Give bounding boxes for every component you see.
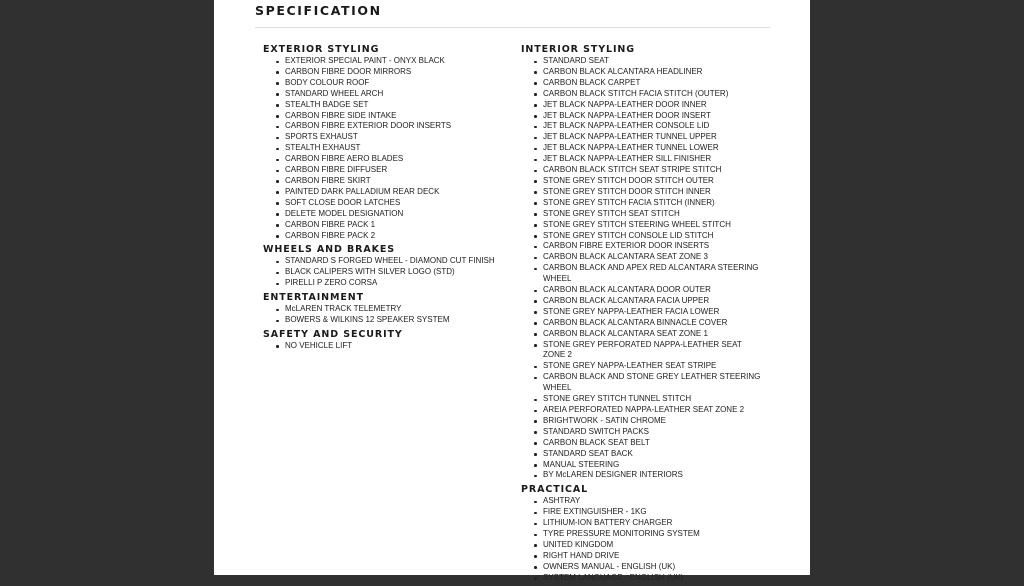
section-list-exterior-styling <box>263 56 513 241</box>
section-heading-wheels-and-brakes: WHEELS AND BRAKES <box>263 244 396 256</box>
spec-item: STANDARD SEAT BACK <box>521 449 761 460</box>
spec-item: CARBON BLACK ALCANTARA BINNACLE COVER <box>521 318 761 329</box>
spec-item: BY McLAREN DESIGNER INTERIORS <box>521 470 761 481</box>
spec-item: ASHTRAY <box>521 496 761 507</box>
page-title: SPECIFICATION <box>255 3 382 18</box>
spec-item: CARBON FIBRE AERO BLADES <box>263 154 513 165</box>
spec-item: DELETE MODEL DESIGNATION <box>263 209 513 220</box>
spec-item: UNITED KINGDOM <box>521 540 761 551</box>
spec-item: STONE GREY STITCH STEERING WHEEL STITCH <box>521 220 761 231</box>
spec-item: CARBON FIBRE SKIRT <box>263 176 513 187</box>
spec-item: STEALTH EXHAUST <box>263 143 513 154</box>
section-heading-exterior-styling: EXTERIOR STYLING <box>263 44 380 55</box>
spec-item: STANDARD S FORGED WHEEL - DIAMOND CUT FINISH <box>263 256 513 267</box>
spec-item: CARBON BLACK STITCH SEAT STRIPE STITCH <box>521 165 761 176</box>
spec-item: NO VEHICLE LIFT <box>263 341 513 352</box>
spec-item: STONE GREY STITCH SEAT STITCH <box>521 209 761 220</box>
spec-item: STONE GREY NAPPA-LEATHER SEAT STRIPE <box>521 361 761 372</box>
spec-item: CARBON BLACK CARPET <box>521 78 761 89</box>
spec-item: CARBON FIBRE EXTERIOR DOOR INSERTS <box>263 121 513 132</box>
spec-item: STANDARD SEAT <box>521 56 761 67</box>
spec-item: BOWERS & WILKINS 12 SPEAKER SYSTEM <box>263 315 513 326</box>
spec-item: SPORTS EXHAUST <box>263 132 513 143</box>
spec-item: LITHIUM-ION BATTERY CHARGER <box>521 518 761 529</box>
spec-item: RIGHT HAND DRIVE <box>521 551 761 562</box>
spec-item: JET BLACK NAPPA-LEATHER TUNNEL LOWER <box>521 143 761 154</box>
section-list-wheels-and-brakes <box>263 256 513 289</box>
spec-item: CARBON BLACK SEAT BELT <box>521 438 761 449</box>
spec-item: CARBON FIBRE PACK 1 <box>263 220 513 231</box>
spec-item: CARBON FIBRE SIDE INTAKE <box>263 111 513 122</box>
spec-item: McLAREN TRACK TELEMETRY <box>263 304 513 315</box>
spec-item: CARBON FIBRE DOOR MIRRORS <box>263 67 513 78</box>
spec-item: PAINTED DARK PALLADIUM REAR DECK <box>263 187 513 198</box>
spec-item: JET BLACK NAPPA-LEATHER CONSOLE LID <box>521 121 761 132</box>
spec-item: PIRELLI P ZERO CORSA <box>263 278 513 289</box>
spec-item: CARBON FIBRE EXTERIOR DOOR INSERTS <box>521 241 761 252</box>
section-heading-safety-and-security: SAFETY AND SECURITY <box>263 328 403 340</box>
spec-item: CARBON BLACK ALCANTARA HEADLINER <box>521 67 761 78</box>
spec-item: STONE GREY STITCH FACIA STITCH (INNER) <box>521 198 761 209</box>
spec-item: OWNERS MANUAL - ENGLISH (UK) <box>521 562 761 573</box>
spec-item: CARBON BLACK ALCANTARA DOOR OUTER <box>521 285 761 296</box>
section-heading-entertainment: ENTERTAINMENT <box>263 292 364 304</box>
spec-item: CARBON BLACK ALCANTARA FACIA UPPER <box>521 296 761 307</box>
spec-item: EXTERIOR SPECIAL PAINT - ONYX BLACK <box>263 56 513 67</box>
spec-item: CARBON BLACK AND STONE GREY LEATHER STEERING WHEEL <box>521 372 761 394</box>
spec-item: STONE GREY STITCH DOOR STITCH OUTER <box>521 176 761 187</box>
title-divider <box>255 27 770 28</box>
spec-item: STONE GREY STITCH TUNNEL STITCH <box>521 394 761 405</box>
section-list-entertainment <box>263 304 513 326</box>
spec-item: STANDARD WHEEL ARCH <box>263 89 513 100</box>
spec-item: BODY COLOUR ROOF <box>263 78 513 89</box>
spec-item: JET BLACK NAPPA-LEATHER SILL FINISHER <box>521 154 761 165</box>
spec-item: CARBON BLACK ALCANTARA SEAT ZONE 3 <box>521 252 761 263</box>
spec-item: STONE GREY STITCH CONSOLE LID STITCH <box>521 231 761 242</box>
left-column <box>263 43 513 354</box>
section-list-safety-and-security <box>263 341 513 352</box>
section-list-practical <box>521 496 761 583</box>
spec-item: JET BLACK NAPPA-LEATHER DOOR INNER <box>521 100 761 111</box>
spec-page <box>214 0 810 582</box>
section-list-interior-styling <box>521 56 761 481</box>
spec-item: SYSTEM LANGUAGE - ENGLISH (UK) <box>521 573 761 584</box>
spec-item: STANDARD SWITCH PACKS <box>521 427 761 438</box>
section-heading-interior-styling: INTERIOR STYLING <box>521 44 635 55</box>
spec-item: STONE GREY PERFORATED NAPPA-LEATHER SEAT ZONE 2 <box>521 340 761 362</box>
spec-item: MANUAL STEERING <box>521 460 761 471</box>
right-column <box>521 43 761 586</box>
spec-item: STEALTH BADGE SET <box>263 100 513 111</box>
spec-item: SOFT CLOSE DOOR LATCHES <box>263 198 513 209</box>
spec-item: TYRE PRESSURE MONITORING SYSTEM <box>521 529 761 540</box>
spec-item: AREIA PERFORATED NAPPA-LEATHER SEAT ZONE 2 <box>521 405 761 416</box>
spec-item: FIRE EXTINGUISHER - 1KG <box>521 507 761 518</box>
spec-item: STONE GREY STITCH DOOR STITCH INNER <box>521 187 761 198</box>
spec-item: CARBON BLACK STITCH FACIA STITCH (OUTER) <box>521 89 761 100</box>
spec-item: BRIGHTWORK - SATIN CHROME <box>521 416 761 427</box>
spec-item: STONE GREY NAPPA-LEATHER FACIA LOWER <box>521 307 761 318</box>
spec-item: JET BLACK NAPPA-LEATHER TUNNEL UPPER <box>521 132 761 143</box>
spec-item: BLACK CALIPERS WITH SILVER LOGO (STD) <box>263 267 513 278</box>
spec-item: CARBON BLACK ALCANTARA SEAT ZONE 1 <box>521 329 761 340</box>
spec-item: CARBON FIBRE PACK 2 <box>263 231 513 242</box>
spec-item: JET BLACK NAPPA-LEATHER DOOR INSERT <box>521 111 761 122</box>
spec-item: CARBON FIBRE DIFFUSER <box>263 165 513 176</box>
section-heading-practical: PRACTICAL <box>521 484 589 496</box>
spec-item: CARBON BLACK AND APEX RED ALCANTARA STEERING WHEEL <box>521 263 761 285</box>
